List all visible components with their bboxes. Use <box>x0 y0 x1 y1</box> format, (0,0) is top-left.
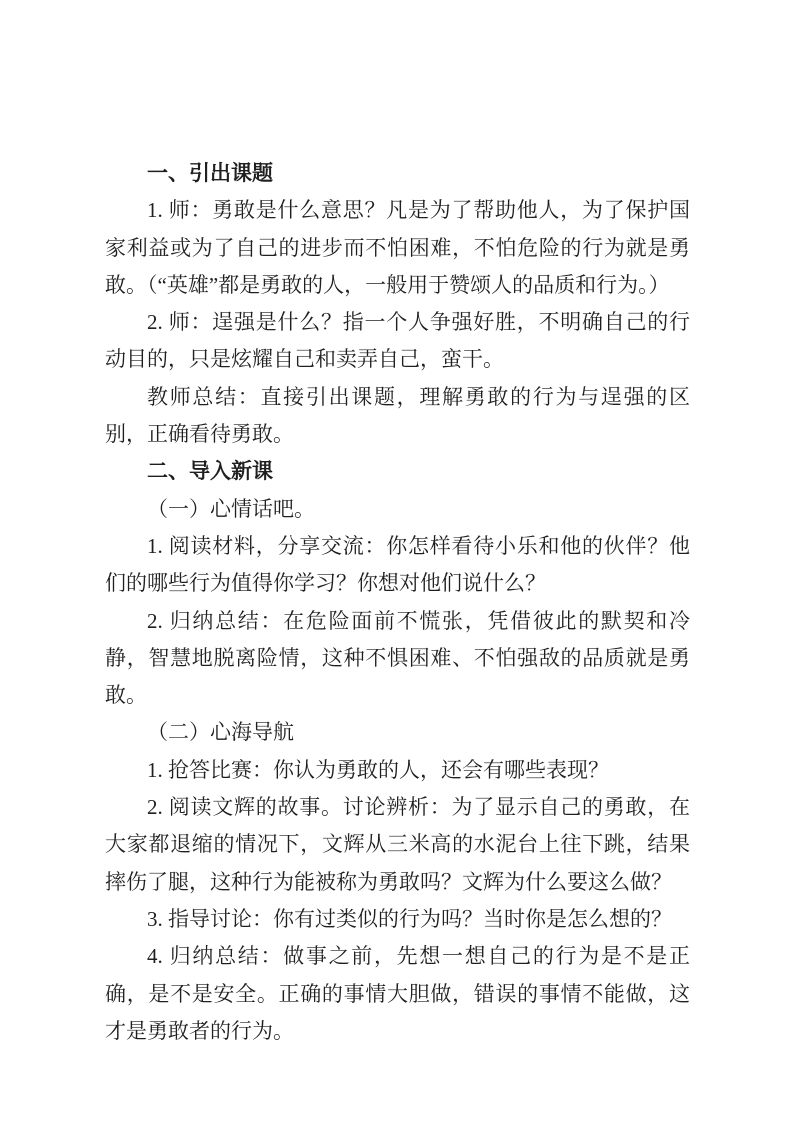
subsection-heading-2: （二）心海导航 <box>147 720 294 745</box>
document-body <box>105 155 690 1050</box>
section-heading-2: 二、导入新课 <box>147 460 273 484</box>
paragraph-teacher-summary: 教师总结：直接引出课题，理解勇敢的行为与逞强的区别，正确看待勇敢。 <box>105 384 690 447</box>
paragraph-activity-1-2: 2. 归纳总结：在危险面前不慌张，凭借彼此的默契和冷静，智慧地脱离险情，这种不惧困难、不怕强敌的品质就是勇敢。 <box>105 608 690 708</box>
paragraph-activity-2-1: 1. 抢答比赛：你认为勇敢的人，还会有哪些表现？ <box>147 757 609 782</box>
section-heading-1: 一、引出课题 <box>147 162 273 185</box>
paragraph-teacher-question-1: 1. 师：勇敢是什么意思？凡是为了帮助他人，为了保护国家利益或为了自己的进步而不怕困难，不怕危险的行为就是勇敢。（“英雄”都是勇敢的人，一般用于赞颂人的品质和行为。） <box>105 198 690 297</box>
subsection-heading-1: （一）心情话吧。 <box>147 496 315 521</box>
paragraph-activity-2-4: 4. 归纳总结：做事之前，先想一想自己的行为是不是正确，是不是安全。正确的事情大胆做，错误的事情不能做，这才是勇敢者的行为。 <box>105 944 690 1043</box>
paragraph-teacher-question-2: 2. 师：逞强是什么？指一个人争强好胜，不明确自己的行动目的，只是炫耀自己和卖弄自己，蛮干。 <box>105 310 690 372</box>
paragraph-activity-1-1: 1. 阅读材料，分享交流：你怎样看待小乐和他的伙伴？他们的哪些行为值得你学习？你想对他们说什么？ <box>105 533 690 596</box>
paragraph-activity-2-2: 2. 阅读文辉的故事。讨论辨析：为了显示自己的勇敢，在大家都退缩的情况下，文辉从三米高的水泥台上往下跳，结果摔伤了腿，这种行为能被称为勇敢吗？文辉为什么要这么做？ <box>105 795 690 894</box>
paragraph-activity-2-3: 3. 指导讨论：你有过类似的行为吗？当时你是怎么想的？ <box>147 906 672 931</box>
